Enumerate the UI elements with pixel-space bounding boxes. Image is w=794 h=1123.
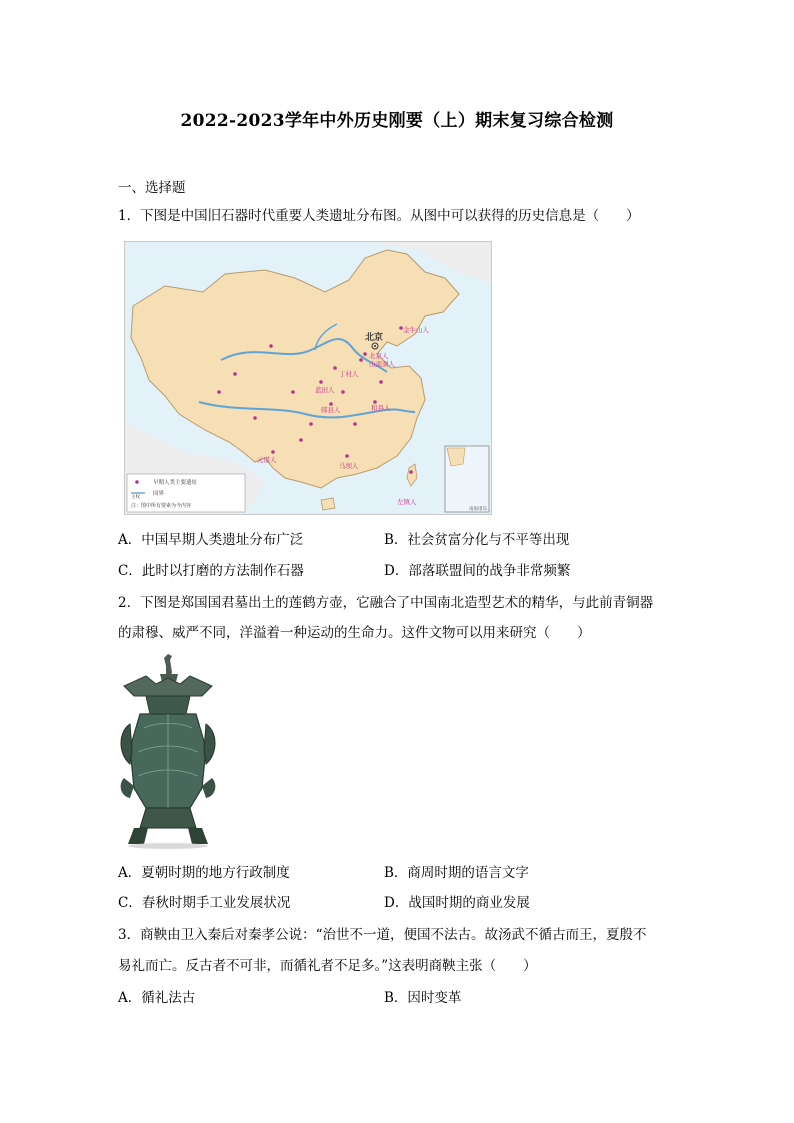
question-2-stem-line2: 的肃穆、威严不同，洋溢着一种运动的生命力。这件文物可以用来研究（ ） bbox=[118, 625, 591, 641]
section-heading: 一、选择题 bbox=[118, 180, 186, 196]
question-1-stem: 1．下图是中国旧石器时代重要人类遗址分布图。从图中可以获得的历史信息是（ ） bbox=[118, 208, 640, 224]
paleolithic-sites-map bbox=[124, 241, 492, 515]
map-label-beijing: 北京 bbox=[365, 333, 384, 343]
question-3-stem-line2: 易礼而亡。反古者不可非，而循礼者不足多。”这表明商鞅主张（ ） bbox=[118, 958, 537, 974]
legend-small: 主权 bbox=[131, 495, 140, 500]
legend-sites: 早期人类主要遗址 bbox=[153, 480, 198, 486]
q2-option-c[interactable]: C．春秋时期手工业发展状况 bbox=[118, 895, 291, 911]
legend-border: 国界 bbox=[153, 491, 165, 497]
map-label-site: 金牛山人 bbox=[403, 326, 429, 334]
lotus-crane-vessel-image bbox=[116, 652, 220, 850]
question-3-stem-line1: 3．商鞅由卫入秦后对秦孝公说：“治世不一道，便国不法古。故汤武不循古而王，夏殷不 bbox=[118, 927, 647, 943]
legend-note: 注：图中所有要素为今内容 bbox=[131, 503, 192, 509]
q2-option-a[interactable]: A．夏朝时期的地方行政制度 bbox=[118, 865, 290, 881]
q2-option-b[interactable]: B．商周时期的语言文字 bbox=[384, 865, 529, 881]
map-label-site: 马坝人 bbox=[339, 462, 359, 470]
q1-option-c[interactable]: C．此时以打磨的方法制作石器 bbox=[118, 563, 304, 579]
q3-option-a[interactable]: A．循礼法古 bbox=[118, 990, 196, 1006]
question-2-stem-line1: 2．下图是郑国国君墓出土的莲鹤方壶，它融合了中国南北造型艺术的精华，与此前青铜器 bbox=[118, 595, 654, 611]
q1-option-a[interactable]: A．中国早期人类遗址分布广泛 bbox=[118, 532, 304, 548]
map-label-site: 山顶洞人 bbox=[369, 360, 395, 368]
map-label-site: 郧县人 bbox=[321, 406, 341, 414]
map-label-site: 左镇人 bbox=[397, 498, 417, 506]
document-title: 2022-2023学年中外历史刚要（上）期末复习综合检测 bbox=[180, 111, 614, 131]
q1-option-d[interactable]: D．部落联盟间的战争非常频繁 bbox=[384, 563, 571, 579]
map-label-site: 北京人 bbox=[369, 352, 389, 360]
map-label-site: 丁村人 bbox=[339, 370, 359, 378]
map-label-site: 元谋人 bbox=[257, 456, 277, 464]
q3-option-b[interactable]: B．因时变革 bbox=[384, 990, 462, 1006]
map-label-site: 和县人 bbox=[371, 404, 391, 412]
map-label-site: 蓝田人 bbox=[315, 386, 335, 394]
inset-caption: 南海诸岛 bbox=[469, 507, 487, 512]
q2-option-d[interactable]: D．战国时期的商业发展 bbox=[384, 895, 530, 911]
q1-option-b[interactable]: B．社会贫富分化与不平等出现 bbox=[384, 532, 570, 548]
